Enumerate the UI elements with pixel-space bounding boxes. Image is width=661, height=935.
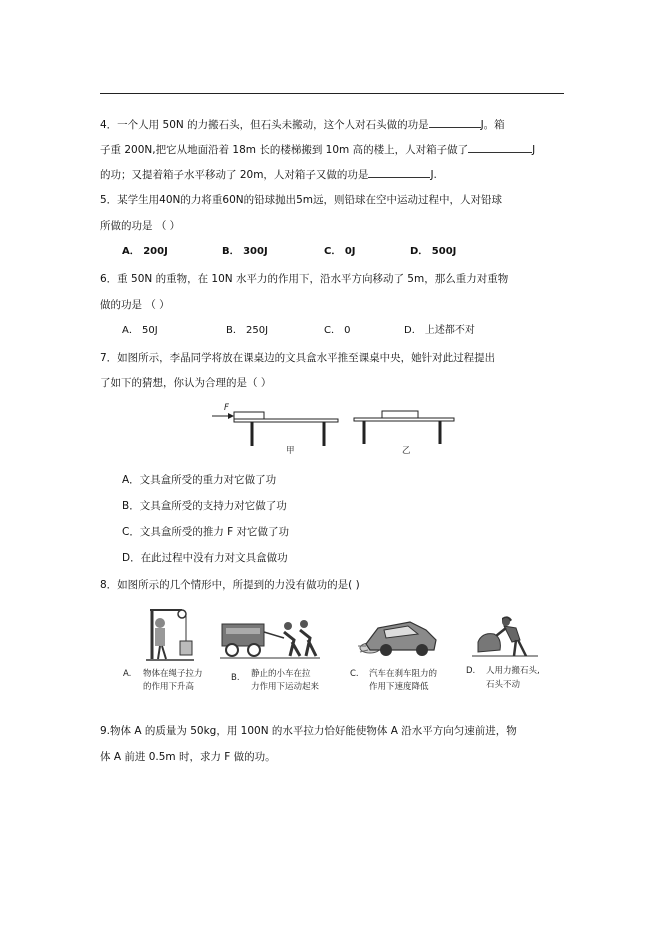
desk-right	[354, 411, 454, 444]
answer-blank[interactable]	[368, 167, 430, 178]
figure-label-left: 甲	[286, 446, 295, 456]
force-label: F	[224, 403, 229, 413]
q7-desk-figure	[204, 400, 460, 460]
q8-option-d-caption: 石头不动	[486, 680, 521, 690]
q6-option-c[interactable]: C． 0	[324, 325, 351, 336]
q5-option-a[interactable]: A． 200J	[122, 246, 168, 257]
q6-option-a[interactable]: A． 50J	[122, 325, 158, 336]
q8-option-b-caption: 力作用下运动起来	[251, 682, 320, 692]
q4-line3	[100, 167, 437, 182]
q4-text: J。箱	[480, 119, 505, 131]
q8-option-a-caption: 物体在绳子拉力	[143, 669, 203, 679]
pulling-cart-illustration	[220, 612, 320, 662]
q8-option-b-caption: 静止的小车在拉	[251, 669, 311, 679]
pencil-box	[234, 412, 264, 419]
q4-line2	[100, 142, 535, 157]
q6-stem-line2: 做的功是 （ ）	[100, 299, 170, 311]
desk-left	[212, 412, 338, 446]
q6-option-d[interactable]: D． 上述都不对	[404, 325, 475, 336]
q5-stem-line2: 所做的功是 （ ）	[100, 220, 181, 232]
q4-text: 子重 200N,把它从地面沿着 18m 长的楼梯搬到 10m 高的楼上，人对箱子做了	[100, 144, 469, 156]
q8-option-d-letter[interactable]: D.	[466, 666, 476, 676]
q9-stem-line2: 体 A 前进 0.5m 时，求力 F 做的功。	[100, 751, 276, 763]
q8-option-c-letter[interactable]: C.	[350, 669, 359, 679]
q4-text: J.	[430, 169, 437, 181]
q8-option-d-caption: 人用力搬石头,	[486, 666, 540, 676]
q6-option-b[interactable]: B． 250J	[226, 325, 269, 336]
q7-option-a[interactable]: A．文具盒所受的重力对它做了功	[122, 474, 277, 486]
q8-option-c-caption: 汽车在刹车阻力的	[369, 669, 438, 679]
answer-blank[interactable]	[468, 142, 532, 153]
q5-stem-line1: 5．某学生用40N的力将重60N的铅球抛出5m远，则铅球在空中运动过程中，人对铅球	[100, 194, 503, 206]
braking-car-illustration	[356, 612, 442, 660]
answer-blank[interactable]	[429, 117, 481, 128]
q7-option-c[interactable]: C．文具盒所受的推力 F 对它做了功	[122, 526, 290, 538]
q8-option-b-letter[interactable]: B.	[231, 673, 240, 683]
pulley-lifting-illustration	[142, 605, 198, 663]
q8-option-c-caption: 作用下速度降低	[369, 682, 429, 692]
q7-option-b[interactable]: B．文具盒所受的支持力对它做了功	[122, 500, 287, 512]
q4-text: 的功；又提着箱子水平移动了 20m，人对箱子又做的功是	[100, 169, 369, 181]
q8-stem-line1: 8．如图所示的几个情形中，所提到的力没有做功的是( )	[100, 579, 360, 591]
header-rule	[100, 93, 564, 94]
q7-option-d[interactable]: D．在此过程中没有力对文具盒做功	[122, 552, 288, 564]
figure-label-right: 乙	[402, 446, 411, 456]
q4-text: J	[532, 144, 536, 156]
desk-top	[234, 419, 338, 422]
pushing-stone-illustration	[472, 612, 538, 662]
q8-option-a-caption: 的作用下升高	[143, 682, 195, 692]
q4-line1	[100, 117, 505, 132]
q6-stem-line1: 6．重 50N 的重物，在 10N 水平力的作用下，沿水平方向移动了 5m，那么重力对重物	[100, 273, 509, 285]
q5-option-c[interactable]: C． 0J	[324, 246, 356, 257]
q8-option-a-letter[interactable]: A.	[123, 669, 132, 679]
q4-text: 4．一个人用 50N 的力搬石头，但石头未搬动，这个人对石头做的功是	[100, 119, 429, 131]
pencil-box	[382, 411, 418, 418]
q9-stem-line1: 9.物体 A 的质量为 50kg，用 100N 的水平拉力恰好能使物体 A 沿水平方向匀速前进，物	[100, 725, 517, 737]
q7-stem-line2: 了如下的猜想，你认为合理的是（ ）	[100, 377, 272, 389]
q5-option-b[interactable]: B． 300J	[222, 246, 268, 257]
force-arrow-head	[228, 413, 234, 419]
desk-top	[354, 418, 454, 421]
q7-stem-line1: 7．如图所示，李晶同学将放在课桌边的文具盒水平推至课桌中央，她针对此过程提出	[100, 352, 496, 364]
q5-option-d[interactable]: D． 500J	[410, 246, 457, 257]
